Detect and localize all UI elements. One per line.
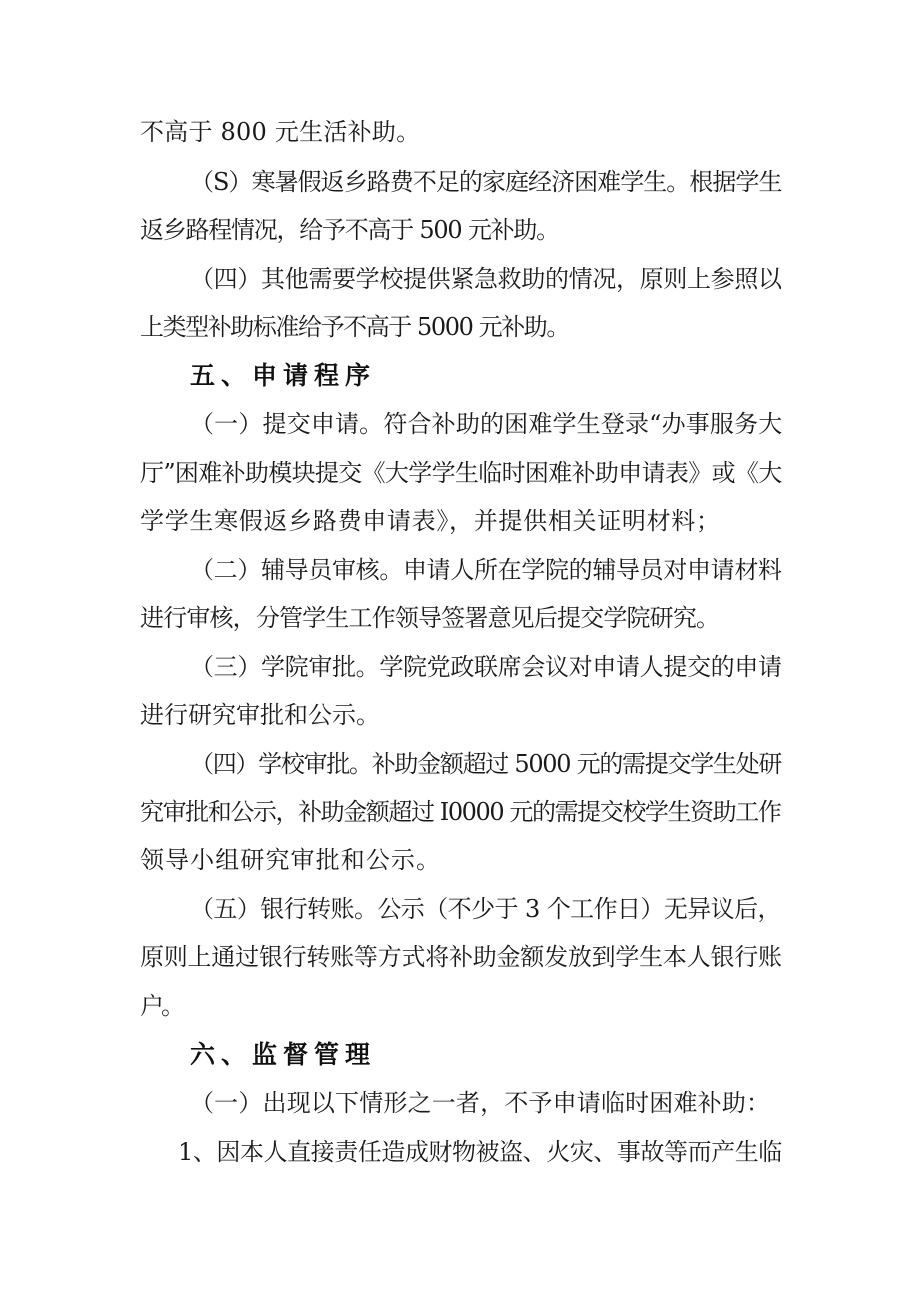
body-line: （五）银行转账。公示（不少于 3 个工作日）无异议后， — [190, 895, 781, 923]
body-line: （一）出现以下情形之一者，不予申请临时困难补助： — [190, 1089, 771, 1117]
section-heading-application-procedure: 五、申请程序 — [190, 361, 377, 390]
body-line: 户。 — [140, 992, 182, 1020]
body-line: 究审批和公示，补助金额超过 I0000 元的需提交校学生资助工作 — [140, 798, 781, 826]
section-heading-supervision: 六、监督管理 — [190, 1040, 377, 1069]
body-line: （三）学院审批。学院党政联席会议对申请人提交的申请 — [190, 653, 782, 681]
body-line: 进行研究审批和公示。 — [140, 701, 380, 729]
body-line: （S）寒暑假返乡路费不足的家庭经济困难学生。根据学生 — [190, 168, 782, 196]
body-line: （四）学校审批。补助金额超过 5000 元的需提交学生处研 — [190, 750, 782, 778]
body-line: （一）提交申请。符合补助的困难学生登录“办事服务大 — [190, 410, 783, 438]
body-line: 原则上通过银行转账等方式将补助金额发放到学生本人银行账 — [140, 943, 782, 971]
body-line: 学学生寒假返乡路费申请表》，并提供相关证明材料； — [140, 507, 721, 535]
body-line: 上类型补助标准给予不高于 5000 元补助。 — [140, 313, 569, 341]
body-line: 返乡路程情况，给予不高于 500 元补助。 — [140, 216, 559, 244]
body-line: 1、因本人直接责任造成财物被盗、火灾、事故等而产生临 — [178, 1138, 782, 1166]
body-line: （四）其他需要学校提供紧急救助的情况，原则上参照以 — [190, 265, 782, 293]
body-line: （二）辅导员审核。申请人所在学院的辅导员对申请材料 — [190, 556, 782, 584]
body-line: 厅”困难补助模块提交《大学学生临时困难补助申请表》或《大 — [140, 459, 782, 487]
body-line: 领导小组研究审批和公示。 — [140, 846, 442, 874]
body-line: 不高于 800 元生活补助。 — [140, 118, 421, 146]
body-line: 进行审核，分管学生工作领导签署意见后提交学院研究。 — [140, 604, 720, 632]
